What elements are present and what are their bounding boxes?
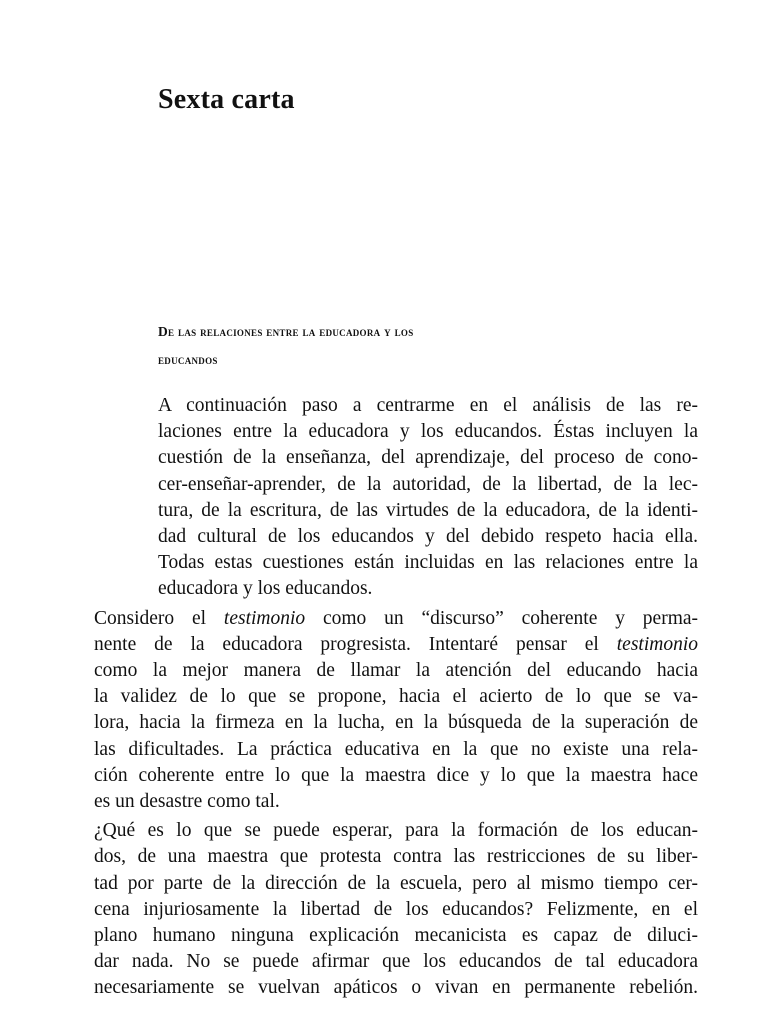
paragraph-1 [72,393,698,603]
paragraph-line [72,632,698,658]
paragraph-line: dos, de una maestra que protesta contra las restricciones de su liber- [94,846,698,868]
paragraph-line: ¿Qué es lo que se puede esperar, para la formación de los educan- [94,820,698,842]
paragraph-line: cer-enseñar-aprender, de la autoridad, de la libertad, de la lec- [158,473,698,495]
paragraph-line: educadora y los educandos. [158,578,373,600]
paragraph-line: como la mejor manera de llamar la atención del educando hacia [94,660,698,682]
section-heading-line-1: De las relaciones entre la educadora y los [158,324,414,339]
paragraph-line: tura, de la escritura, de las virtudes de la educadora, de la identi- [158,499,698,521]
paragraph-line: la validez de lo que se propone, hacia el acierto de lo que se va- [94,686,698,708]
paragraph-3 [72,818,698,1001]
paragraph-line: lora, hacia la firmeza en la lucha, en la búsqueda de la superación de [94,712,698,734]
paragraph-line: laciones entre la educadora y los educandos. Éstas incluyen la [158,421,698,443]
paragraph-line: necesariamente se vuelvan apáticos o vivan en permanente rebelión. [94,977,698,999]
paragraph-line [72,606,698,632]
paragraph-line: dar nada. No se puede afirmar que los educandos de tal educadora [94,951,698,973]
paragraph-line: cuestión de la enseñanza, del aprendizaje, del proceso de cono- [158,447,698,469]
text-run: Considero el [94,607,224,629]
text-run: nente de la educadora progresista. Intentaré pensar el [94,633,617,655]
paragraph-line: es un desastre como tal. [94,791,280,813]
paragraph-line: ción coherente entre lo que la maestra dice y lo que la maestra hace [94,764,698,786]
text-run: como un “discurso” coherente y perma- [305,607,699,629]
paragraph-line: tad por parte de la dirección de la escuela, pero al mismo tiempo cer- [94,872,698,894]
section-heading [158,318,678,374]
paragraph-line: las dificultades. La práctica educativa en la que no existe una rela- [94,738,698,760]
emphasis-testimonio: testimonio [616,633,698,655]
paragraph-line: cena injuriosamente la libertad de los educandos? Felizmente, en el [94,898,698,920]
emphasis-testimonio: testimonio [223,607,306,629]
paragraph-line: A continuación paso a centrarme en el análisis de las re- [158,395,698,416]
section-heading-line-2: educandos [158,352,218,367]
paragraph-line: Todas estas cuestiones están incluidas en las relaciones entre la [158,552,698,574]
chapter-title: Sexta carta [158,84,295,115]
body-text [72,393,698,1002]
paragraph-line: dad cultural de los educandos y del debido respeto hacia ella. [158,526,698,548]
paragraph-line: plano humano ninguna explicación mecanicista es capaz de diluci- [94,925,698,947]
paragraph-2 [72,606,698,816]
